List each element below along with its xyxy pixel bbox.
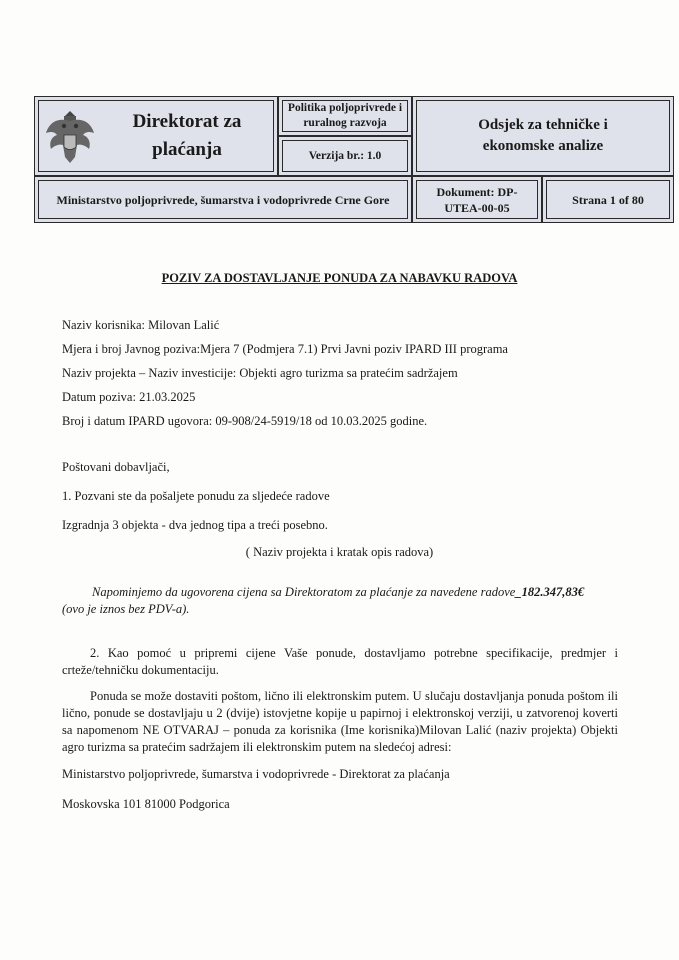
document-title: POZIV ZA DOSTAVLJANJE PONUDA ZA NABAVKU RADOVA — [161, 271, 518, 285]
header-version-cell — [278, 136, 412, 176]
works-description: Izgradnja 3 objekta - dva jednog tipa a treći posebno. — [62, 518, 328, 532]
directorate-name: Direktorat za plaćanja — [132, 111, 242, 160]
item-2: 2. Kao pomoć u pripremi cijene Vaše ponude, dostavljamo potrebne specifikacije, predmjer i crteže/tehničku dokumentaciju. — [62, 646, 618, 677]
greeting: Poštovani dobavljači, — [62, 460, 170, 474]
header-page-cell — [542, 176, 674, 223]
address-line-1: Ministarstvo poljoprivrede, šumarstva i vodoprivrede - Direktorat za plaćanja — [62, 767, 450, 781]
address-line-2: Moskovska 101 81000 Podgorica — [62, 797, 230, 811]
price-note-line — [92, 585, 584, 600]
version-label: Verzija br.: 1.0 — [282, 140, 408, 172]
price-note-vat: (ovo je iznos bez PDV-a). — [62, 602, 190, 616]
header-department-cell — [412, 96, 674, 176]
page-number: Strana 1 of 80 — [546, 180, 670, 219]
contract-line: Broj i datum IPARD ugovora: 09-908/24-5919/18 od 10.03.2025 godine. — [62, 414, 428, 428]
header-policy-cell — [278, 96, 412, 136]
project-line: Naziv projekta – Naziv investicije: Objekti agro turizma sa pratećim sadržajem — [62, 366, 458, 380]
policy-label: Politika poljoprivrede i ruralnog razvoja — [282, 100, 408, 132]
header-document-cell — [412, 176, 542, 223]
ministry-label: Ministarstvo poljoprivrede, šumarstva i vodoprivrede Crne Gore — [38, 180, 408, 219]
document-code: Dokument: DP-UTEA-00-05 — [416, 180, 538, 219]
beneficiary-line: Naziv korisnika: Milovan Lalić — [62, 318, 220, 332]
measure-line: Mjera i broj Javnog poziva:Mjera 7 (Podmjera 7.1) Prvi Javni poziv IPARD III programa — [62, 342, 508, 356]
price-note-text: Napominjemo da ugovorena cijena sa Direktoratom za plaćanje za navedene radove — [92, 585, 516, 599]
delivery-paragraph: Ponuda se može dostaviti poštom, lično ili elektronskim putem. U slučaju dostavljanja ponuda poštom ili lično, ponude se dostavljaju u 2 (dvije) istovjetne kopije u papirnoj i elektronskoj verziji, u zatvorenoj koverti sa napomenom NE OTVARAJ – ponuda za korisnika (Ime korisnika)Milovan Lalić (naziv projekta) Objekti agro turizma sa pratećim sadržajem ili elektronskim putem na sledećoj adresi: — [62, 689, 618, 754]
price-amount: _182.347,83€ — [515, 585, 585, 599]
works-caption: ( Naziv projekta i kratak opis radova) — [245, 545, 434, 559]
department-label: Odsjek za tehničke i ekonomske analize — [416, 100, 670, 172]
header-directorate-cell — [34, 96, 278, 176]
date-line: Datum poziva: 21.03.2025 — [62, 390, 196, 404]
item-1: 1. Pozvani ste da pošaljete ponudu za sljedeće radove — [62, 489, 330, 503]
header-ministry-cell — [34, 176, 412, 223]
coat-of-arms-icon — [43, 107, 97, 165]
document-header — [34, 96, 674, 223]
